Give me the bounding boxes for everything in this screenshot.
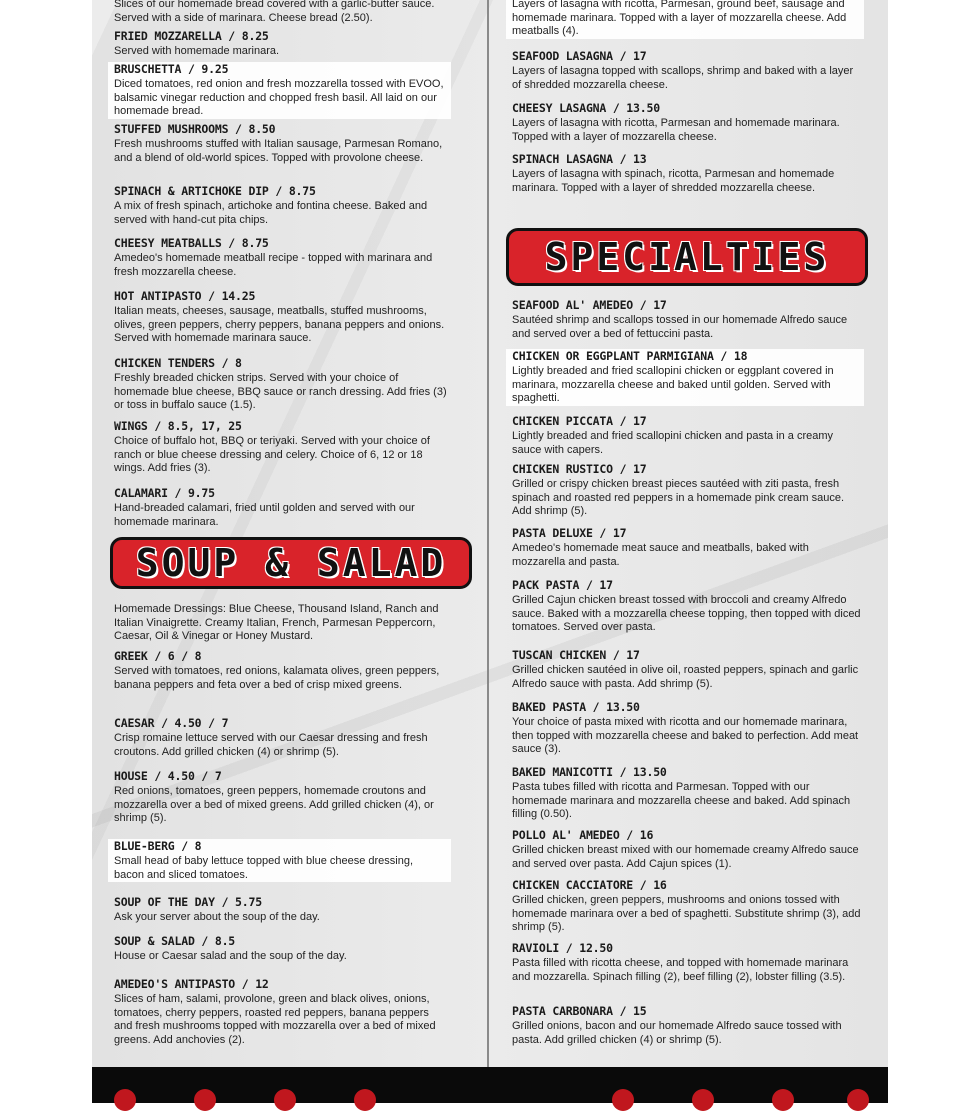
menu-item-name: CHICKEN PICCATA / 17 <box>512 414 647 428</box>
menu-item-name: SOUP OF THE DAY / 5.75 <box>114 895 262 909</box>
menu-item-name: BLUE-BERG / 8 <box>114 839 202 853</box>
soup-salad-banner <box>110 537 472 589</box>
menu-item-description: Layers of lasagna topped with scallops, shrimp and baked with a layer of shredded mozzarella cheese. <box>512 65 854 91</box>
menu-item-name: HOT ANTIPASTO / 14.25 <box>114 289 256 303</box>
menu-item <box>512 578 862 635</box>
footer-strip <box>92 1067 888 1103</box>
menu-item-description: Grilled chicken breast mixed with our homemade creamy Alfredo sauce and served over pasta. Add Cajun spices (1). <box>512 844 859 870</box>
menu-item-name: SPINACH & ARTICHOKE DIP / 8.75 <box>114 184 316 198</box>
footer-decoration <box>114 1089 136 1111</box>
menu-item-name: PASTA DELUXE / 17 <box>512 526 627 540</box>
menu-item-description: Your choice of pasta mixed with ricotta and our homemade marinara, then topped with mozzarella cheese and baked to perfection. Add meat sauce (3). <box>512 716 859 756</box>
menu-item <box>512 101 862 144</box>
menu-item-description: Lightly breaded and fried scallopini chicken and pasta in a creamy sauce with capers. <box>512 430 834 456</box>
footer-decoration <box>772 1089 794 1111</box>
menu-item-description: Hand-breaded calamari, fried until golden and served with our homemade marinara. <box>114 502 415 528</box>
menu-item <box>512 828 862 871</box>
menu-item-name: CHICKEN TENDERS / 8 <box>114 356 242 370</box>
menu-item-name: GREEK / 6 / 8 <box>114 649 202 663</box>
menu-item-name: FRIED MOZZARELLA / 8.25 <box>114 29 269 43</box>
footer-decoration <box>194 1089 216 1111</box>
menu-item <box>114 122 449 165</box>
menu-item <box>108 839 451 882</box>
menu-item-name: BAKED MANICOTTI / 13.50 <box>512 765 667 779</box>
specialties-title: SPECIALTIES <box>544 235 830 279</box>
menu-item-name: SEAFOOD LASAGNA / 17 <box>512 49 647 63</box>
menu-item-description: Diced tomatoes, red onion and fresh mozzarella tossed with EVOO, balsamic vinegar reduction and chopped fresh basil. All laid on our homemade bread. <box>114 78 444 118</box>
menu-item-name: BRUSCHETTA / 9.25 <box>114 62 229 76</box>
menu-item-description: Served with tomatoes, red onions, kalamata olives, green peppers, banana peppers and feta over a bed of crisp mixed greens. <box>114 665 440 691</box>
menu-item-description: Layers of lasagna with ricotta, Parmesan, ground beef, sausage and homemade marinara. Topped with a layer of mozzarella cheese. Add meatballs (4). <box>512 0 847 38</box>
column-divider <box>487 0 489 1067</box>
menu-item-description: Pasta filled with ricotta cheese, and topped with homemade marinara and mozzarella. Spinach filling (2), beef filling (2), lobster filling (3.5). <box>512 957 849 983</box>
menu-item <box>114 716 449 759</box>
menu-item <box>512 152 862 195</box>
menu-item <box>114 184 449 227</box>
menu-item <box>506 349 864 406</box>
menu-item-description: Grilled Cajun chicken breast tossed with broccoli and creamy Alfredo sauce. Baked with a mozzarella cheese topping, then topped with diced tomatoes. Served over pasta. <box>512 594 861 634</box>
menu-item <box>512 414 862 457</box>
menu-item <box>114 769 449 826</box>
menu-item-name: CHICKEN OR EGGPLANT PARMIGIANA / 18 <box>512 349 748 363</box>
menu-item-description: Slices of ham, salami, provolone, green and black olives, onions, tomatoes, cherry peppers, roasted red peppers, banana peppers and fresh mushrooms topped with mozzarella over a bed of mixed greens. Add anchovies (2). <box>114 993 436 1046</box>
specialties-banner <box>506 228 868 286</box>
menu-item <box>114 236 449 279</box>
menu-item <box>114 289 449 346</box>
menu-item-description: Grilled onions, bacon and our homemade Alfredo sauce tossed with pasta. Add grilled chicken (4) or shrimp (5). <box>512 1020 842 1046</box>
menu-item <box>114 0 449 25</box>
menu-item-description: House or Caesar salad and the soup of the day. <box>114 950 347 962</box>
footer-decoration <box>274 1089 296 1111</box>
menu-item <box>114 419 449 476</box>
soup-intro <box>114 601 449 644</box>
menu-item-description: Small head of baby lettuce topped with blue cheese dressing, bacon and sliced tomatoes. <box>114 855 414 881</box>
menu-item <box>114 977 449 1047</box>
menu-item-description: Freshly breaded chicken strips. Served with your choice of homemade blue cheese, BBQ sauce or ranch dressing. Add fries (3) or toss in buffalo sauce (1.5). <box>114 372 447 412</box>
menu-item-name: BAKED PASTA / 13.50 <box>512 700 640 714</box>
menu-item-description: Grilled or crispy chicken breast pieces sautéed with ziti pasta, fresh spinach and roasted red peppers in a homemade pink cream sauce. Add shrimp (5). <box>512 478 845 518</box>
menu-item-name: CHEESY LASAGNA / 13.50 <box>512 101 660 115</box>
soup-salad-title: SOUP & SALAD <box>135 541 447 585</box>
menu-item-description: Grilled chicken sautéed in olive oil, roasted peppers, spinach and garlic Alfredo sauce with pasta. Add shrimp (5). <box>512 664 859 690</box>
menu-item-name: POLLO AL' AMEDEO / 16 <box>512 828 654 842</box>
menu-item <box>512 765 862 822</box>
menu-item-description: Ask your server about the soup of the day. <box>114 911 320 923</box>
menu-item-description: Grilled chicken, green peppers, mushrooms and onions tossed with homemade marinara over a bed of spaghetti. Substitute shrimp (3), add shrimp (5). <box>512 894 861 934</box>
menu-item <box>512 526 862 569</box>
menu-item <box>512 700 862 757</box>
menu-item <box>506 0 864 39</box>
menu-item <box>114 356 449 413</box>
menu-item <box>512 648 862 691</box>
menu-item-name: CAESAR / 4.50 / 7 <box>114 716 229 730</box>
footer-decoration <box>354 1089 376 1111</box>
menu-item-name: WINGS / 8.5, 17, 25 <box>114 419 242 433</box>
menu-item-name: TUSCAN CHICKEN / 17 <box>512 648 640 662</box>
menu-item-name: SEAFOOD AL' AMEDEO / 17 <box>512 298 667 312</box>
menu-item-name: RAVIOLI / 12.50 <box>512 941 613 955</box>
footer-decoration <box>612 1089 634 1111</box>
menu-item-description: Served with homemade marinara. <box>114 45 280 57</box>
menu-item-description: Layers of lasagna with spinach, ricotta, Parmesan and homemade marinara. Topped with a layer of shredded mozzarella cheese. <box>512 168 835 194</box>
menu-item <box>114 649 449 692</box>
menu-item-description: Fresh mushrooms stuffed with Italian sausage, Parmesan Romano, and a blend of old-world spices. Topped with provolone cheese. <box>114 138 443 164</box>
menu-item-description: A mix of fresh spinach, artichoke and fontina cheese. Baked and served with hand-cut pita chips. <box>114 200 428 226</box>
menu-item-name: HOUSE / 4.50 / 7 <box>114 769 222 783</box>
menu-item <box>108 62 451 119</box>
menu-item-description: Crisp romaine lettuce served with our Caesar dressing and fresh croutons. Add grilled chicken (4) or shrimp (5). <box>114 732 428 758</box>
menu-item-description: Choice of buffalo hot, BBQ or teriyaki. Served with your choice of ranch or blue cheese dressing and celery. Choice of 6, 12 or 18 wings. Add fries (3). <box>114 435 430 475</box>
menu-item-name: AMEDEO'S ANTIPASTO / 12 <box>114 977 269 991</box>
menu-item <box>512 1004 862 1047</box>
menu-item-name: CHICKEN RUSTICO / 17 <box>512 462 647 476</box>
menu-item-name: CALAMARI / 9.75 <box>114 486 215 500</box>
menu-item <box>512 298 862 341</box>
menu-item <box>512 462 862 519</box>
menu-item-name: PASTA CARBONARA / 15 <box>512 1004 647 1018</box>
menu-item-description: Italian meats, cheeses, sausage, meatballs, stuffed mushrooms, olives, green peppers, cherry peppers, banana peppers and onions. Served with homemade marinara sauce. <box>114 305 445 345</box>
menu-item-description: Amedeo's homemade meatball recipe - topped with marinara and fresh mozzarella cheese. <box>114 252 433 278</box>
menu-item-description: Amedeo's homemade meat sauce and meatballs, baked with mozzarella and pasta. <box>512 542 809 568</box>
menu-item-name: SPINACH LASAGNA / 13 <box>512 152 647 166</box>
menu-page <box>92 0 888 1067</box>
menu-item-description: Slices of our homemade bread covered with a garlic-butter sauce. Served with a side of marinara. Cheese bread (2.50). <box>114 0 435 24</box>
menu-item-description: Red onions, tomatoes, green peppers, homemade croutons and mozzarella over a bed of mixed greens. Add grilled chicken (4), or shrimp (5). <box>114 785 434 825</box>
menu-item-description: Sautéed shrimp and scallops tossed in our homemade Alfredo sauce and served over a bed of fettuccini pasta. <box>512 314 848 340</box>
menu-item-name: SOUP & SALAD / 8.5 <box>114 934 236 948</box>
dressings-text: Homemade Dressings: Blue Cheese, Thousand Island, Ranch and Italian Vinaigrette. Creamy Italian, French, Parmesan Peppercorn, Caesar, Oil & Vinegar or Honey Mustard. <box>114 603 439 643</box>
menu-item-description: Lightly breaded and fried scallopini chicken or eggplant covered in marinara, mozzarella cheese and baked until golden. Served with spaghetti. <box>512 365 834 405</box>
menu-item <box>114 486 449 529</box>
menu-item <box>512 878 862 935</box>
menu-item-name: PACK PASTA / 17 <box>512 578 613 592</box>
menu-item-name: STUFFED MUSHROOMS / 8.50 <box>114 122 276 136</box>
menu-item-name: CHEESY MEATBALLS / 8.75 <box>114 236 269 250</box>
menu-item <box>114 29 449 59</box>
footer-decoration <box>847 1089 869 1111</box>
menu-item-name: CHICKEN CACCIATORE / 16 <box>512 878 667 892</box>
menu-item <box>512 941 862 984</box>
menu-item <box>512 49 862 92</box>
menu-item <box>114 934 449 964</box>
menu-item-description: Pasta tubes filled with ricotta and Parmesan. Topped with our homemade marinara and mozzarella cheese and baked. Add spinach filling (0.50). <box>512 781 851 821</box>
menu-item-description: Layers of lasagna with ricotta, Parmesan and homemade marinara. Topped with a layer of mozzarella cheese. <box>512 117 840 143</box>
footer-decoration <box>692 1089 714 1111</box>
menu-item <box>114 895 449 925</box>
